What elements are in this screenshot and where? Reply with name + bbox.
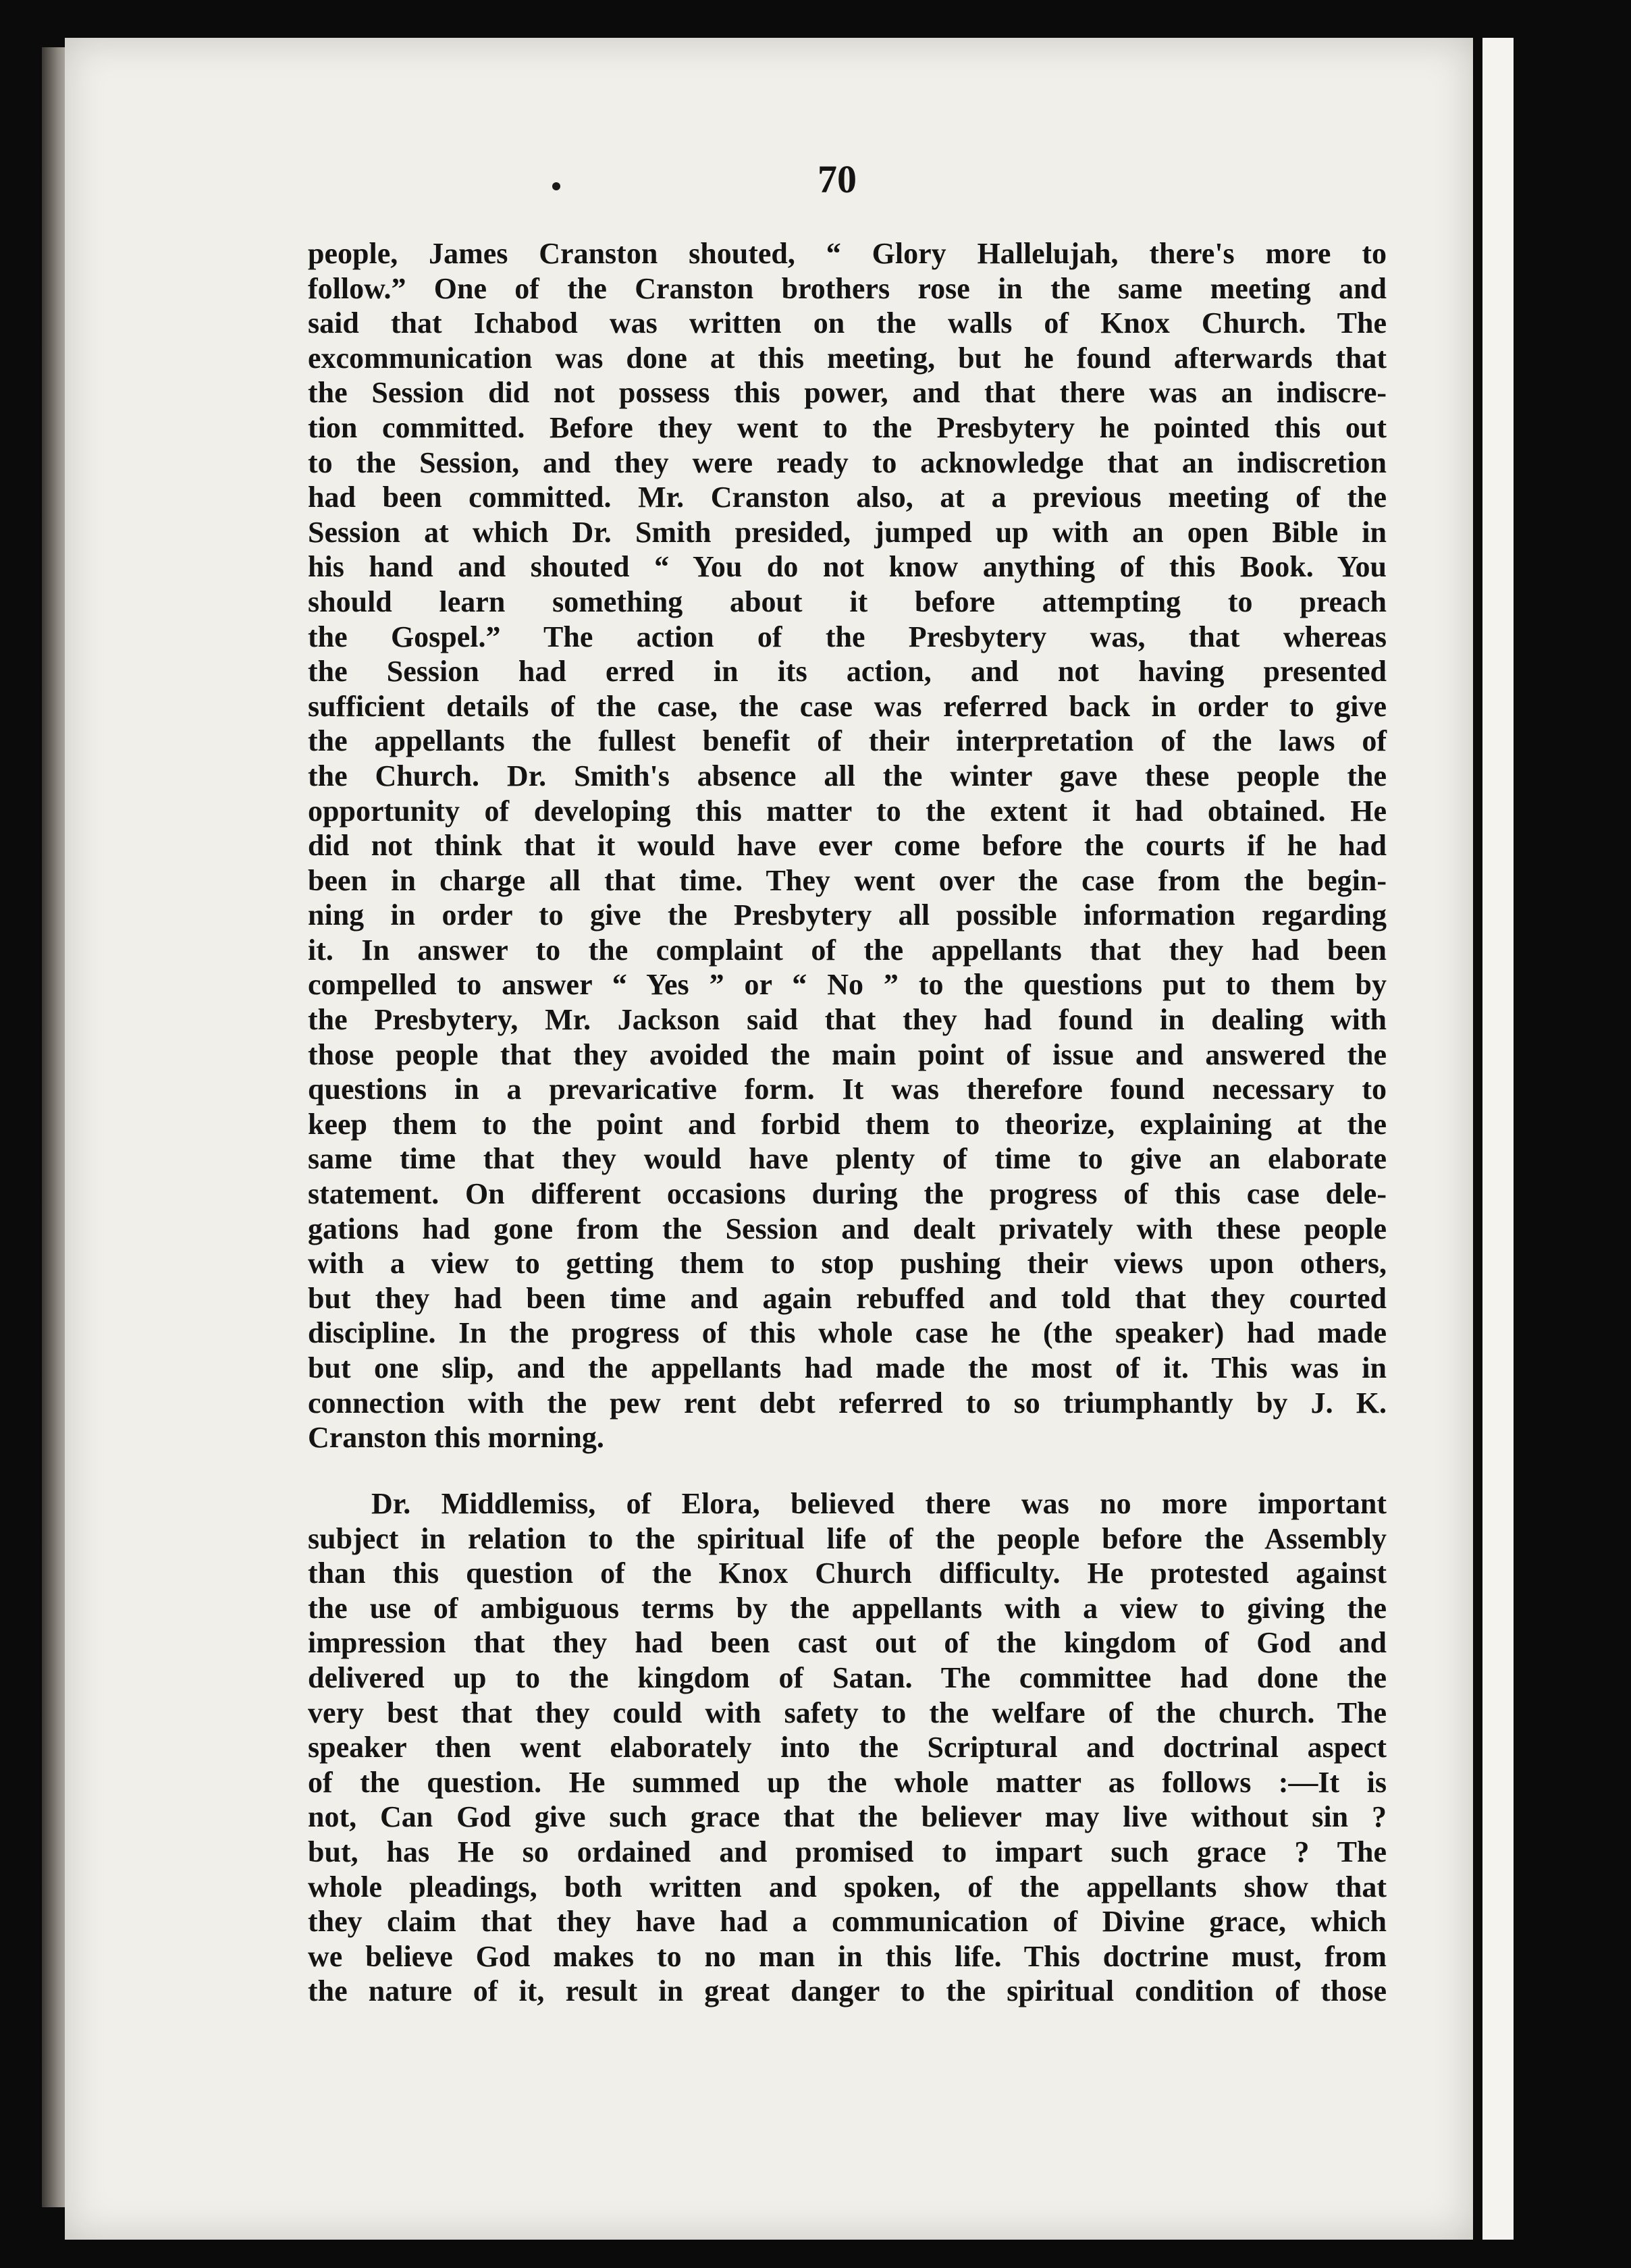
text-line: but they had been time and again rebuffed and told that they courted (308, 1281, 1387, 1315)
text-line: the use of ambiguous terms by the appellants with a view to giving the (308, 1591, 1387, 1625)
text-line: keep them to the point and forbid them to theorize, explaining at the (308, 1107, 1387, 1141)
text-line: those people that they avoided the main point of issue and answered the (308, 1037, 1387, 1071)
text-line: the Gospel.” The action of the Presbytery was, that whereas (308, 620, 1387, 653)
text-line: the nature of it, result in great danger to the spiritual condition of those (308, 1974, 1387, 2008)
text-line: had been committed. Mr. Cranston also, at a previous meeting of the (308, 481, 1387, 514)
text-line: gations had gone from the Session and dealt privately with these people (308, 1212, 1387, 1245)
text-line: impression that they had been cast out of the kingdom of God and (308, 1626, 1387, 1660)
text-line: subject in relation to the spiritual life of the people before the Assembly (308, 1521, 1387, 1555)
text-line: the appellants the fullest benefit of their interpretation of the laws of (308, 724, 1387, 758)
text-line: been in charge all that time. They went over the case from the begin- (308, 863, 1387, 897)
text-line: the Session did not possess this power, and that there was an indiscre- (308, 376, 1387, 410)
text-line: to the Session, and they were ready to acknowledge that an indiscretion (308, 446, 1387, 479)
text-line: discipline. In the progress of this whole case he (the speaker) had made (308, 1316, 1387, 1350)
text-line: the Session had erred in its action, and not having presented (308, 655, 1387, 688)
text-line: very best that they could with safety to the welfare of the church. The (308, 1696, 1387, 1729)
text-line: with a view to getting them to stop pushing their views upon others, (308, 1247, 1387, 1280)
text-line: delivered up to the kingdom of Satan. The committee had done the (308, 1660, 1387, 1694)
text-line: than this question of the Knox Church difficulty. He protested against (308, 1557, 1387, 1590)
text-line: statement. On different occasions during the progress of this case dele- (308, 1177, 1387, 1211)
page-number: 70 (818, 157, 857, 201)
text-line: Session at which Dr. Smith presided, jumped up with an open Bible in (308, 515, 1387, 549)
text-line: whole pleadings, both written and spoken, of the appellants show that (308, 1870, 1387, 1904)
text-line: Dr. Middlemiss, of Elora, believed there was no more important (371, 1487, 1387, 1520)
text-line: ning in order to give the Presbytery all possible information regarding (308, 898, 1387, 932)
text-line: of the question. He summed up the whole matter as follows :—It is (308, 1765, 1387, 1799)
text-line: should learn something about it before attempting to preach (308, 585, 1387, 618)
text-line: people, James Cranston shouted, “ Glory Hallelujah, there's more to (308, 237, 1387, 270)
text-line: excommunication was done at this meeting, but he found afterwards that (308, 341, 1387, 375)
text-line: said that Ichabod was written on the walls of Knox Church. The (308, 306, 1387, 340)
text-line: same time that they would have plenty of time to give an elaborate (308, 1142, 1387, 1176)
text-line: the Church. Dr. Smith's absence all the winter gave these people the (308, 759, 1387, 792)
paragraph-1 (308, 236, 1387, 1455)
text-line: the Presbytery, Mr. Jackson said that they had found in dealing with (308, 1003, 1387, 1037)
text-line: opportunity of developing this matter to the extent it had obtained. He (308, 794, 1387, 828)
text-line: but one slip, and the appellants had made the most of it. This was in (308, 1351, 1387, 1384)
text-line: sufficient details of the case, the case was referred back in order to give (308, 689, 1387, 723)
text-line: follow.” One of the Cranston brothers rose in the same meeting and (308, 271, 1387, 305)
text-line: questions in a prevaricative form. It was therefore found necessary to (308, 1073, 1387, 1106)
text-line: Cranston this morning. (308, 1421, 604, 1455)
facing-page-edge (1482, 38, 1514, 2240)
text-line: compelled to answer “ Yes ” or “ No ” to the questions put to them by (308, 968, 1387, 1002)
text-line: did not think that it would have ever come before the courts if he had (308, 829, 1387, 863)
text-line: speaker then went elaborately into the Scriptural and doctrinal aspect (308, 1731, 1387, 1764)
text-line: his hand and shouted “ You do not know anything of this Book. You (308, 550, 1387, 584)
text-line: it. In answer to the complaint of the appellants that they had been (308, 933, 1387, 967)
text-line: not, Can God give such grace that the believer may live without sin ? (308, 1800, 1387, 1834)
text-line: but, has He so ordained and promised to impart such grace ? The (308, 1835, 1387, 1868)
text-line: tion committed. Before they went to the Presbytery he pointed this out (308, 410, 1387, 444)
text-line: they claim that they have had a communication of Divine grace, which (308, 1905, 1387, 1939)
printer-dot (552, 182, 560, 190)
text-line: connection with the pew rent debt referred to so triumphantly by J. K. (308, 1386, 1387, 1420)
paragraph-2 (308, 1486, 1387, 2009)
text-line: we believe God makes to no man in this life. This doctrine must, from (308, 1939, 1387, 1973)
